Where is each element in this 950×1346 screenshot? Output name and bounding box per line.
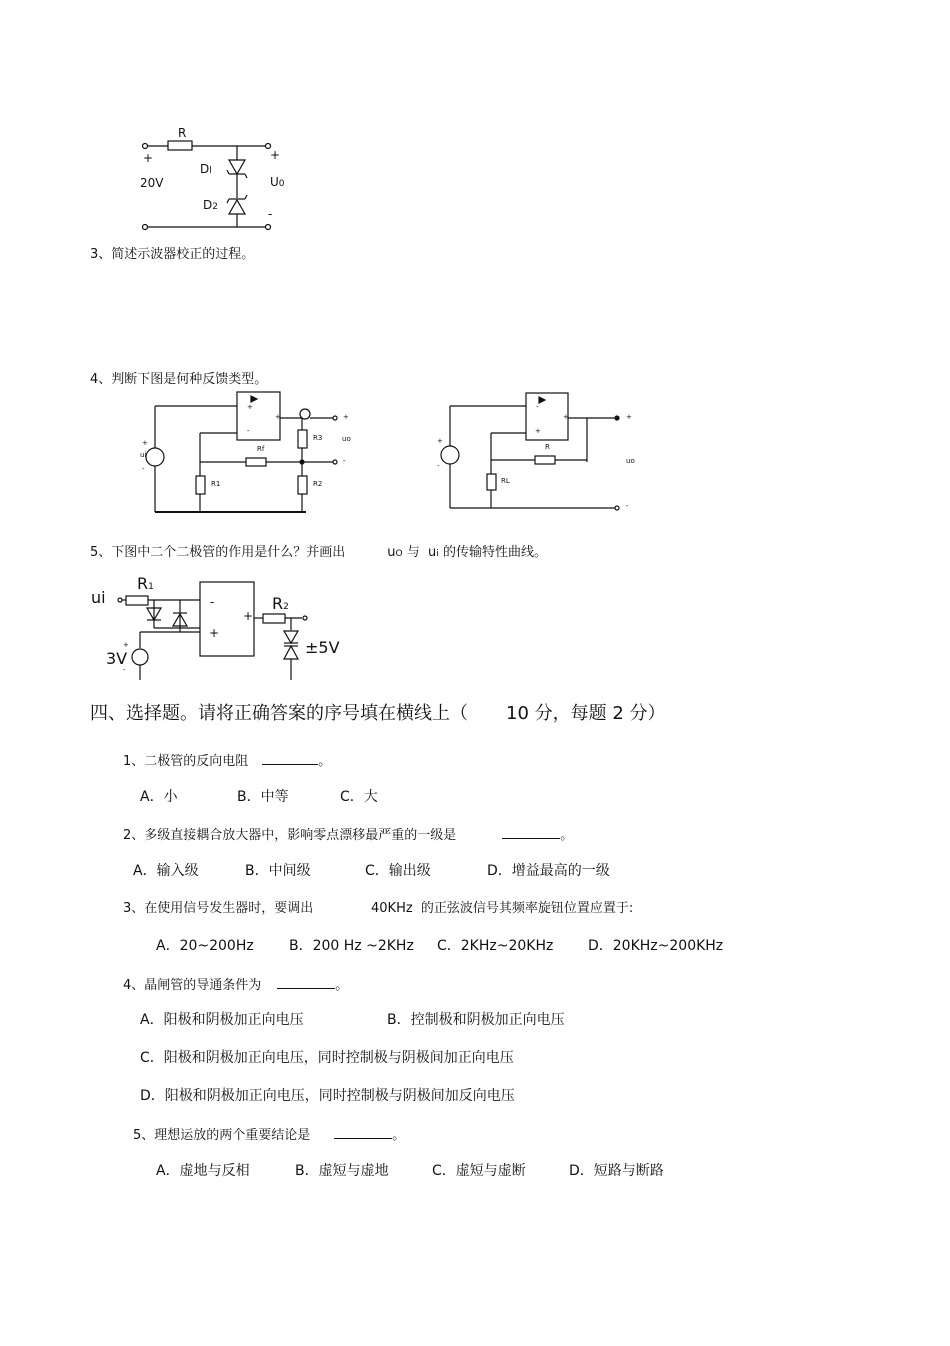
opamp-b-minus: + [535,427,541,435]
mcq-4-option-a: A．阳极和阴极加正向电压 [140,1012,304,1028]
opamp-a-minus: - [247,427,250,435]
source-b-plus: + [437,437,443,445]
mcq-4-option-c: C．阳极和阴极加正向电压，同时控制极与阴极间加正向电压 [140,1050,514,1066]
mcq-2-option-d: D．增益最高的一级 [487,863,610,879]
output-u0-label: U0 [270,175,285,189]
mcq-4-stem: 4、晶闸管的导通条件为 。 [123,978,349,993]
diode-d1-label: Dl [200,162,212,176]
opamp-plus-label: + [209,626,220,640]
section-4-title: 四、选择题。请将正确答案的序号填在横线上（ 10 分，每题 2 分） [90,703,666,724]
input-ui-label: ui [91,588,106,607]
mcq-3-stem: 3、在使用信号发生器时，要调出 [123,901,314,916]
resistor-r-label: R [178,126,187,140]
source-3v-label: 3V [106,649,128,668]
opamp-b-plus: - [536,403,539,411]
mcq-5-option-a: A．虚地与反相 [156,1163,250,1179]
resistor-r1-label: R1 [137,574,154,593]
question-4-text: 4、判断下图是何种反馈类型。 [90,372,268,387]
output-plus-label: + [270,148,281,162]
mcq-1-option-c: C．大 [340,789,378,805]
opamp-a-plus: + [247,403,253,411]
mcq-5-option-b: B．虚短与虚地 [295,1163,389,1179]
mcq-2-stem: 2、多级直接耦合放大器中，影响零点漂移最严重的一级是 。 [123,828,574,843]
source-a-plus: + [142,439,148,447]
mcq-3-option-b: B．200 Hz ~2KHz [289,938,414,954]
output-b-minus: - [626,502,629,510]
mcq-5-stem: 5、理想运放的两个重要结论是 。 [133,1128,406,1143]
mcq-4-option-d: D．阳极和阴极加正向电压，同时控制极与阴极间加反向电压 [140,1088,515,1104]
mcq-1-option-a: A．小 [140,789,178,805]
question-3-text: 3、简述示波器校正的过程。 [90,247,255,262]
mcq-5-option-c: C．虚短与虚断 [432,1163,526,1179]
source-b-minus: - [437,462,440,470]
resistor-r-b-label: R [545,443,550,451]
opamp-a-out-plus: + [275,413,281,421]
mcq-2-option-c: C．输出级 [365,863,431,879]
mcq-3-option-a: A．20~200Hz [156,938,254,954]
resistor-r2-a-label: R2 [313,480,323,488]
opamp-out-plus-label: + [243,609,254,623]
source-minus-label: - [123,666,126,674]
resistor-r3-a-label: R3 [313,434,323,442]
question-5-text: 5、下图中二个二极管的作用是什么？并画出 uO 与 ui 的传输特性曲线。 [90,545,547,560]
output-a-uo: uo [342,435,351,443]
diode-d2-label: D2 [203,198,218,212]
resistor-rl-b-label: RL [501,477,510,485]
source-a-ui: ui [140,451,147,459]
source-a-minus: - [142,465,145,473]
source-plus-label: + [123,641,129,649]
mcq-5-option-d: D．短路与断路 [569,1163,664,1179]
opamp-b-out: + [563,413,569,421]
mcq-2-option-a: A．输入级 [133,863,199,879]
mcq-2-option-b: B．中间级 [245,863,311,879]
mcq-1-stem: 1、二极管的反向电阻 。 [123,754,332,769]
mcq-1-option-b: B．中等 [237,789,289,805]
zener-5v-label: ±5V [305,638,340,657]
mcq-3-option-d: D．20KHz~200KHz [588,938,724,954]
mcq-3-stem-2: 40KHz 的正弦波信号其频率旋钮位置应置于: [371,901,634,916]
output-minus-label: - [268,207,273,221]
opamp-minus-label: - [210,595,215,609]
output-b-plus: + [626,413,632,421]
source-voltage-label: 20V [140,176,164,190]
resistor-r2-label: R2 [272,594,289,613]
output-b-uo: uo [626,457,635,465]
resistor-rf-a-label: Rf [257,445,265,453]
input-plus-label: + [143,151,154,165]
output-a-minus: - [343,457,346,465]
output-a-plus: + [343,413,349,421]
mcq-3-option-c: C．2KHz~20KHz [437,938,554,954]
mcq-4-option-b: B．控制极和阴极加正向电压 [387,1012,565,1028]
resistor-r1-a-label: R1 [211,480,221,488]
